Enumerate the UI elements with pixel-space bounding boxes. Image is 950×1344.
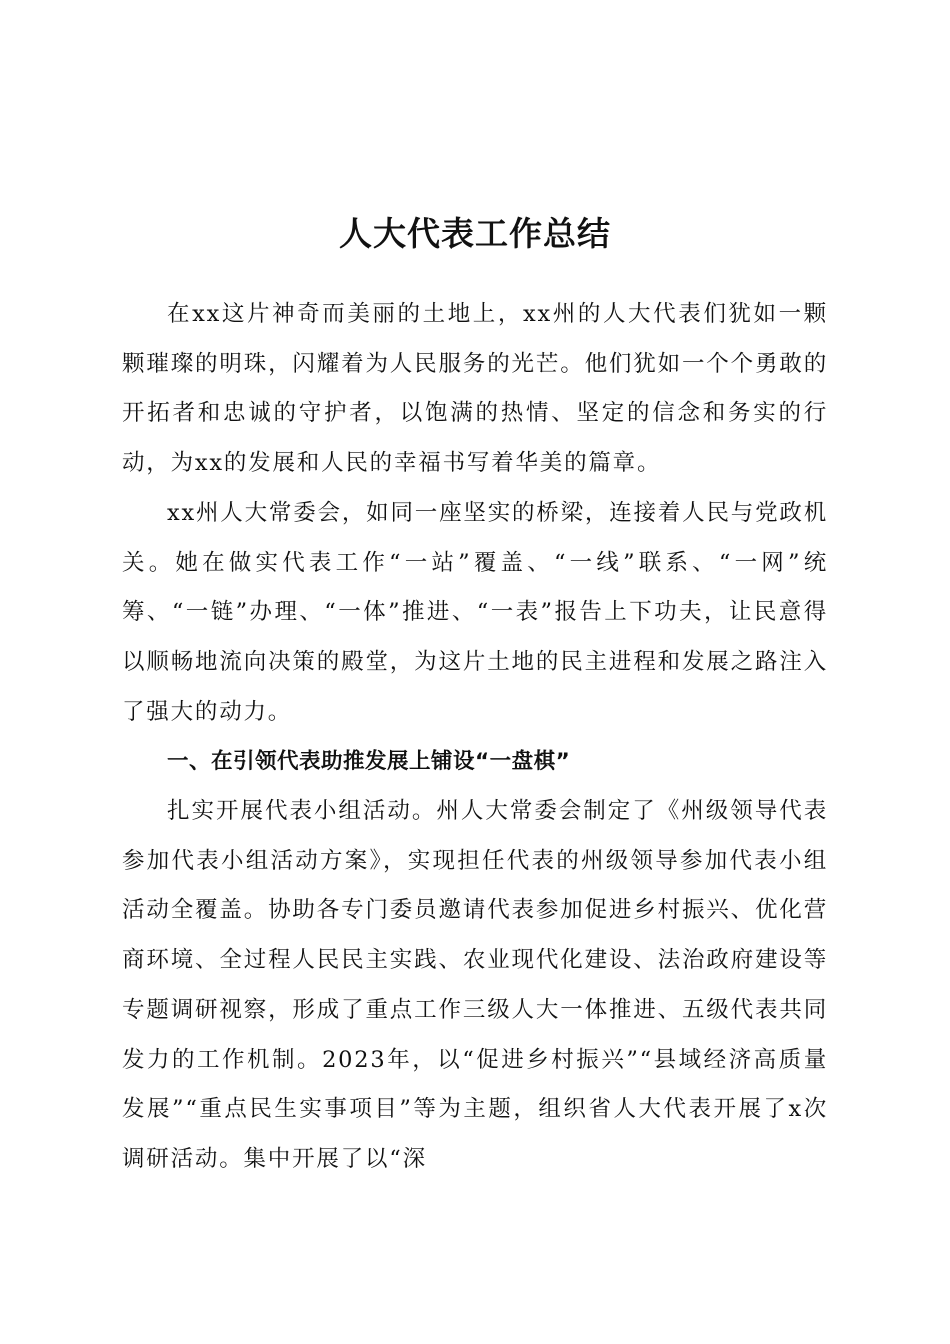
document-title: 人大代表工作总结	[339, 214, 611, 254]
intro-paragraph-2: xx州人大常委会，如同一座坚实的桥梁，连接着人民与党政机关。她在做实代表工作“一站”覆盖、“一线”联系、“一网”统筹、“一链”办理、“一体”推进、“一表”报告上下功夫，让民意得以顺畅地流向决策的殿堂，为这片土地的民主进程和发展之路注入了强大的动力。	[122, 499, 828, 725]
section-heading-1: 一、在引领代表助推发展上铺设“一盘棋”	[167, 749, 571, 775]
intro-paragraph-1: 在xx这片神奇而美丽的土地上，xx州的人大代表们犹如一颗颗璀璨的明珠，闪耀着为人民服务的光芒。他们犹如一个个勇敢的开拓者和忠诚的守护者，以饱满的热情、坚定的信念和务实的行动，为xx的发展和人民的幸福书写着华美的篇章。	[122, 301, 828, 477]
section-1-paragraph: 扎实开展代表小组活动。州人大常委会制定了《州级领导代表参加代表小组活动方案》，实现担任代表的州级领导参加代表小组活动全覆盖。协助各专门委员邀请代表参加促进乡村振兴、优化营商环境、全过程人民民主实践、农业现代化建设、法治政府建设等专题调研视察，形成了重点工作三级人大一体推进、五级代表共同发力的工作机制。2023年，以“促进乡村振兴”“县域经济高质量发展”“重点民生实事项目”等为主题，组织省人大代表开展了x次调研活动。集中开展了以“深	[122, 798, 828, 1172]
document-body	[122, 290, 828, 1185]
